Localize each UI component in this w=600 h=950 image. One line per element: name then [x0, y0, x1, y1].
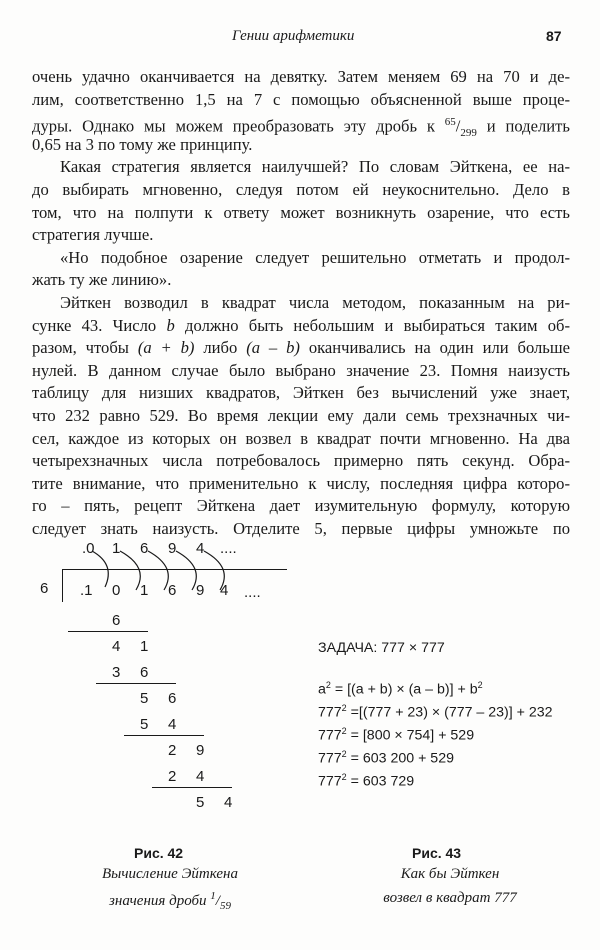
fraction-denominator: 299 — [460, 127, 477, 140]
step-digit: 4 — [168, 716, 177, 733]
subtraction-line — [96, 683, 176, 684]
text-line: Эйткен возводил в квадрат числа методом, показанным на ри- — [60, 292, 570, 312]
formula-line — [318, 703, 553, 721]
exponent: 2 — [341, 726, 347, 736]
text-span: дуры. Однако мы можем преобразовать эту дробь к — [32, 116, 435, 136]
text-line: нулей. В данном случае было выбрано значение 23. Помня наизусть — [32, 360, 570, 380]
figure-42-division — [0, 0, 320, 820]
formula-text: = [800 × 754] + 529 — [346, 727, 475, 744]
step-digit: 6 — [112, 612, 121, 629]
dividend-digit: 4 — [220, 582, 229, 599]
step-digit: 4 — [224, 794, 233, 811]
dividend-digit: 6 — [168, 582, 177, 599]
text-line: го – пять, рецепт Эйткена дает изумительную формулу, которую — [32, 496, 570, 516]
math-expression: (a – b) — [246, 338, 300, 358]
text-line: «Но подобное озарение следует решительно отметать и продол- — [60, 247, 570, 267]
text-line: стратегия лучше. — [32, 225, 154, 245]
formula-base: 777 — [318, 727, 342, 744]
dividend-digit: 0 — [112, 582, 121, 599]
formula-base: 777 — [318, 750, 342, 767]
step-digit: 2 — [168, 742, 177, 759]
formula-text: = 603 729 — [346, 773, 415, 790]
exponent: 2 — [341, 703, 347, 713]
text-line: дуры. Однако мы можем преобразовать эту дробь к $^{65}/_{299}$ и поделить — [32, 116, 570, 140]
text-line: следует знать наизусть. Отделите 5, первые цифры умножьте по — [32, 518, 570, 538]
text-line: что 232 равно 529. Во время лекции ему дали семь трехзначных чи- — [32, 405, 570, 425]
step-digit: 6 — [168, 690, 177, 707]
text-span: либо — [203, 338, 238, 358]
step-digit: 6 — [140, 664, 149, 681]
exponent: 2 — [325, 680, 331, 690]
text-line: до выбирать мгновенно, следуя потом ей неукоснительно. Дело в — [32, 179, 570, 199]
text-line: том, что на полпути к ответу может возникнуть озарение, что есть — [32, 202, 570, 222]
quotient-digit: 1 — [112, 540, 121, 557]
figure-42-caption-line: Вычисление Эйткена — [102, 866, 238, 882]
subtraction-line — [68, 631, 148, 632]
quotient-digit: 6 — [140, 540, 149, 557]
text-span: разом, чтобы — [32, 338, 129, 358]
formula-text: = [(a + b) × (a – b)] + b — [330, 681, 478, 698]
quotient-digit: 4 — [196, 540, 205, 557]
figure-42-number: Рис. 42 — [134, 845, 184, 861]
step-digit: 4 — [112, 638, 121, 655]
figure-43-caption-line: Как бы Эйткен — [400, 866, 500, 882]
carry-arrow — [176, 551, 196, 590]
text-line: лим, соответственно 1,5 на 7 с помощью объясненной выше проце- — [32, 89, 570, 109]
dividend-digit: 9 — [196, 582, 205, 599]
division-bracket-horizontal — [62, 569, 287, 570]
division-bracket-vertical — [62, 569, 63, 602]
task-title: ЗАДАЧА: 777 × 777 — [318, 640, 445, 656]
text-line: 0,65 на 3 по тому же принципу. — [32, 134, 253, 154]
caption-frac-den: 59 — [219, 900, 231, 912]
caption-frac-num: 1 — [210, 890, 216, 902]
formula-text: =[(777 + 23) × (777 – 23)] + 232 — [346, 704, 553, 721]
text-span: должно быть небольшим и выбираться таким об- — [185, 315, 570, 335]
dividend-ellipsis: .... — [244, 584, 261, 601]
caption-text: значения дроби — [109, 893, 207, 909]
step-digit: 1 — [140, 638, 149, 655]
subtraction-line — [152, 787, 232, 788]
page-number: 87 — [546, 28, 562, 44]
text-span: и поделить — [486, 116, 570, 136]
math-variable: b — [166, 315, 175, 335]
math-expression: (a + b) — [137, 338, 195, 358]
quotient-digit: .0 — [82, 540, 95, 557]
carry-arrow — [148, 551, 168, 590]
quotient-ellipsis: .... — [220, 540, 237, 557]
exponent: 2 — [477, 680, 483, 690]
divisor: 6 — [40, 580, 49, 597]
figure-42-caption-line: значения дроби $^1/_{59}$ — [109, 890, 231, 912]
formula-base: 777 — [318, 773, 342, 790]
formula-var: a — [318, 681, 326, 698]
dividend-digit: .1 — [80, 582, 93, 599]
formula-line — [318, 749, 454, 767]
formula-line — [318, 772, 414, 790]
exponent: 2 — [341, 772, 347, 782]
dividend-digit: 1 — [140, 582, 149, 599]
figure-43-caption-line: возвел в квадрат 777 — [383, 890, 517, 906]
figure-43-number: Рис. 43 — [412, 845, 462, 861]
text-line: жать ту же линию». — [32, 270, 172, 290]
carry-arrows — [0, 0, 320, 620]
step-digit: 2 — [168, 768, 177, 785]
formula-text: = 603 200 + 529 — [346, 750, 454, 767]
text-line: Какая стратегия является наилучшей? По словам Эйткена, ее на- — [60, 157, 570, 177]
carry-arrow — [120, 551, 140, 590]
step-digit: 5 — [140, 716, 149, 733]
step-digit: 5 — [196, 794, 205, 811]
step-digit: 3 — [112, 664, 121, 681]
step-digit: 9 — [196, 742, 205, 759]
text-line: тите внимание, что применительно к числу, последняя цифра которо- — [32, 473, 570, 493]
formula-base: 777 — [318, 704, 342, 721]
exponent: 2 — [341, 749, 347, 759]
text-line: таблицу для низших квадратов, Эйткен без вычислений уже знает, — [32, 383, 570, 403]
fraction-numerator: 65 — [444, 116, 456, 129]
quotient-digit: 9 — [168, 540, 177, 557]
text-line: сел, каждое из которых он возвел в квадрат почти мгновенно. На два — [32, 428, 570, 448]
text-span: оканчивались на один или больше — [308, 338, 571, 358]
step-digit: 5 — [140, 690, 149, 707]
formula-line — [318, 680, 483, 698]
subtraction-line — [124, 735, 204, 736]
text-span: сунке 43. Число — [32, 315, 157, 335]
text-line: очень удачно оканчивается на девятку. Затем меняем 69 на 70 и де- — [32, 67, 570, 86]
formula-line — [318, 726, 474, 744]
text-line: четырехзначных числа потребовалось примерно пять секунд. Обра- — [32, 451, 570, 471]
running-head: Гении арифметики — [232, 28, 355, 44]
step-digit: 4 — [196, 768, 205, 785]
